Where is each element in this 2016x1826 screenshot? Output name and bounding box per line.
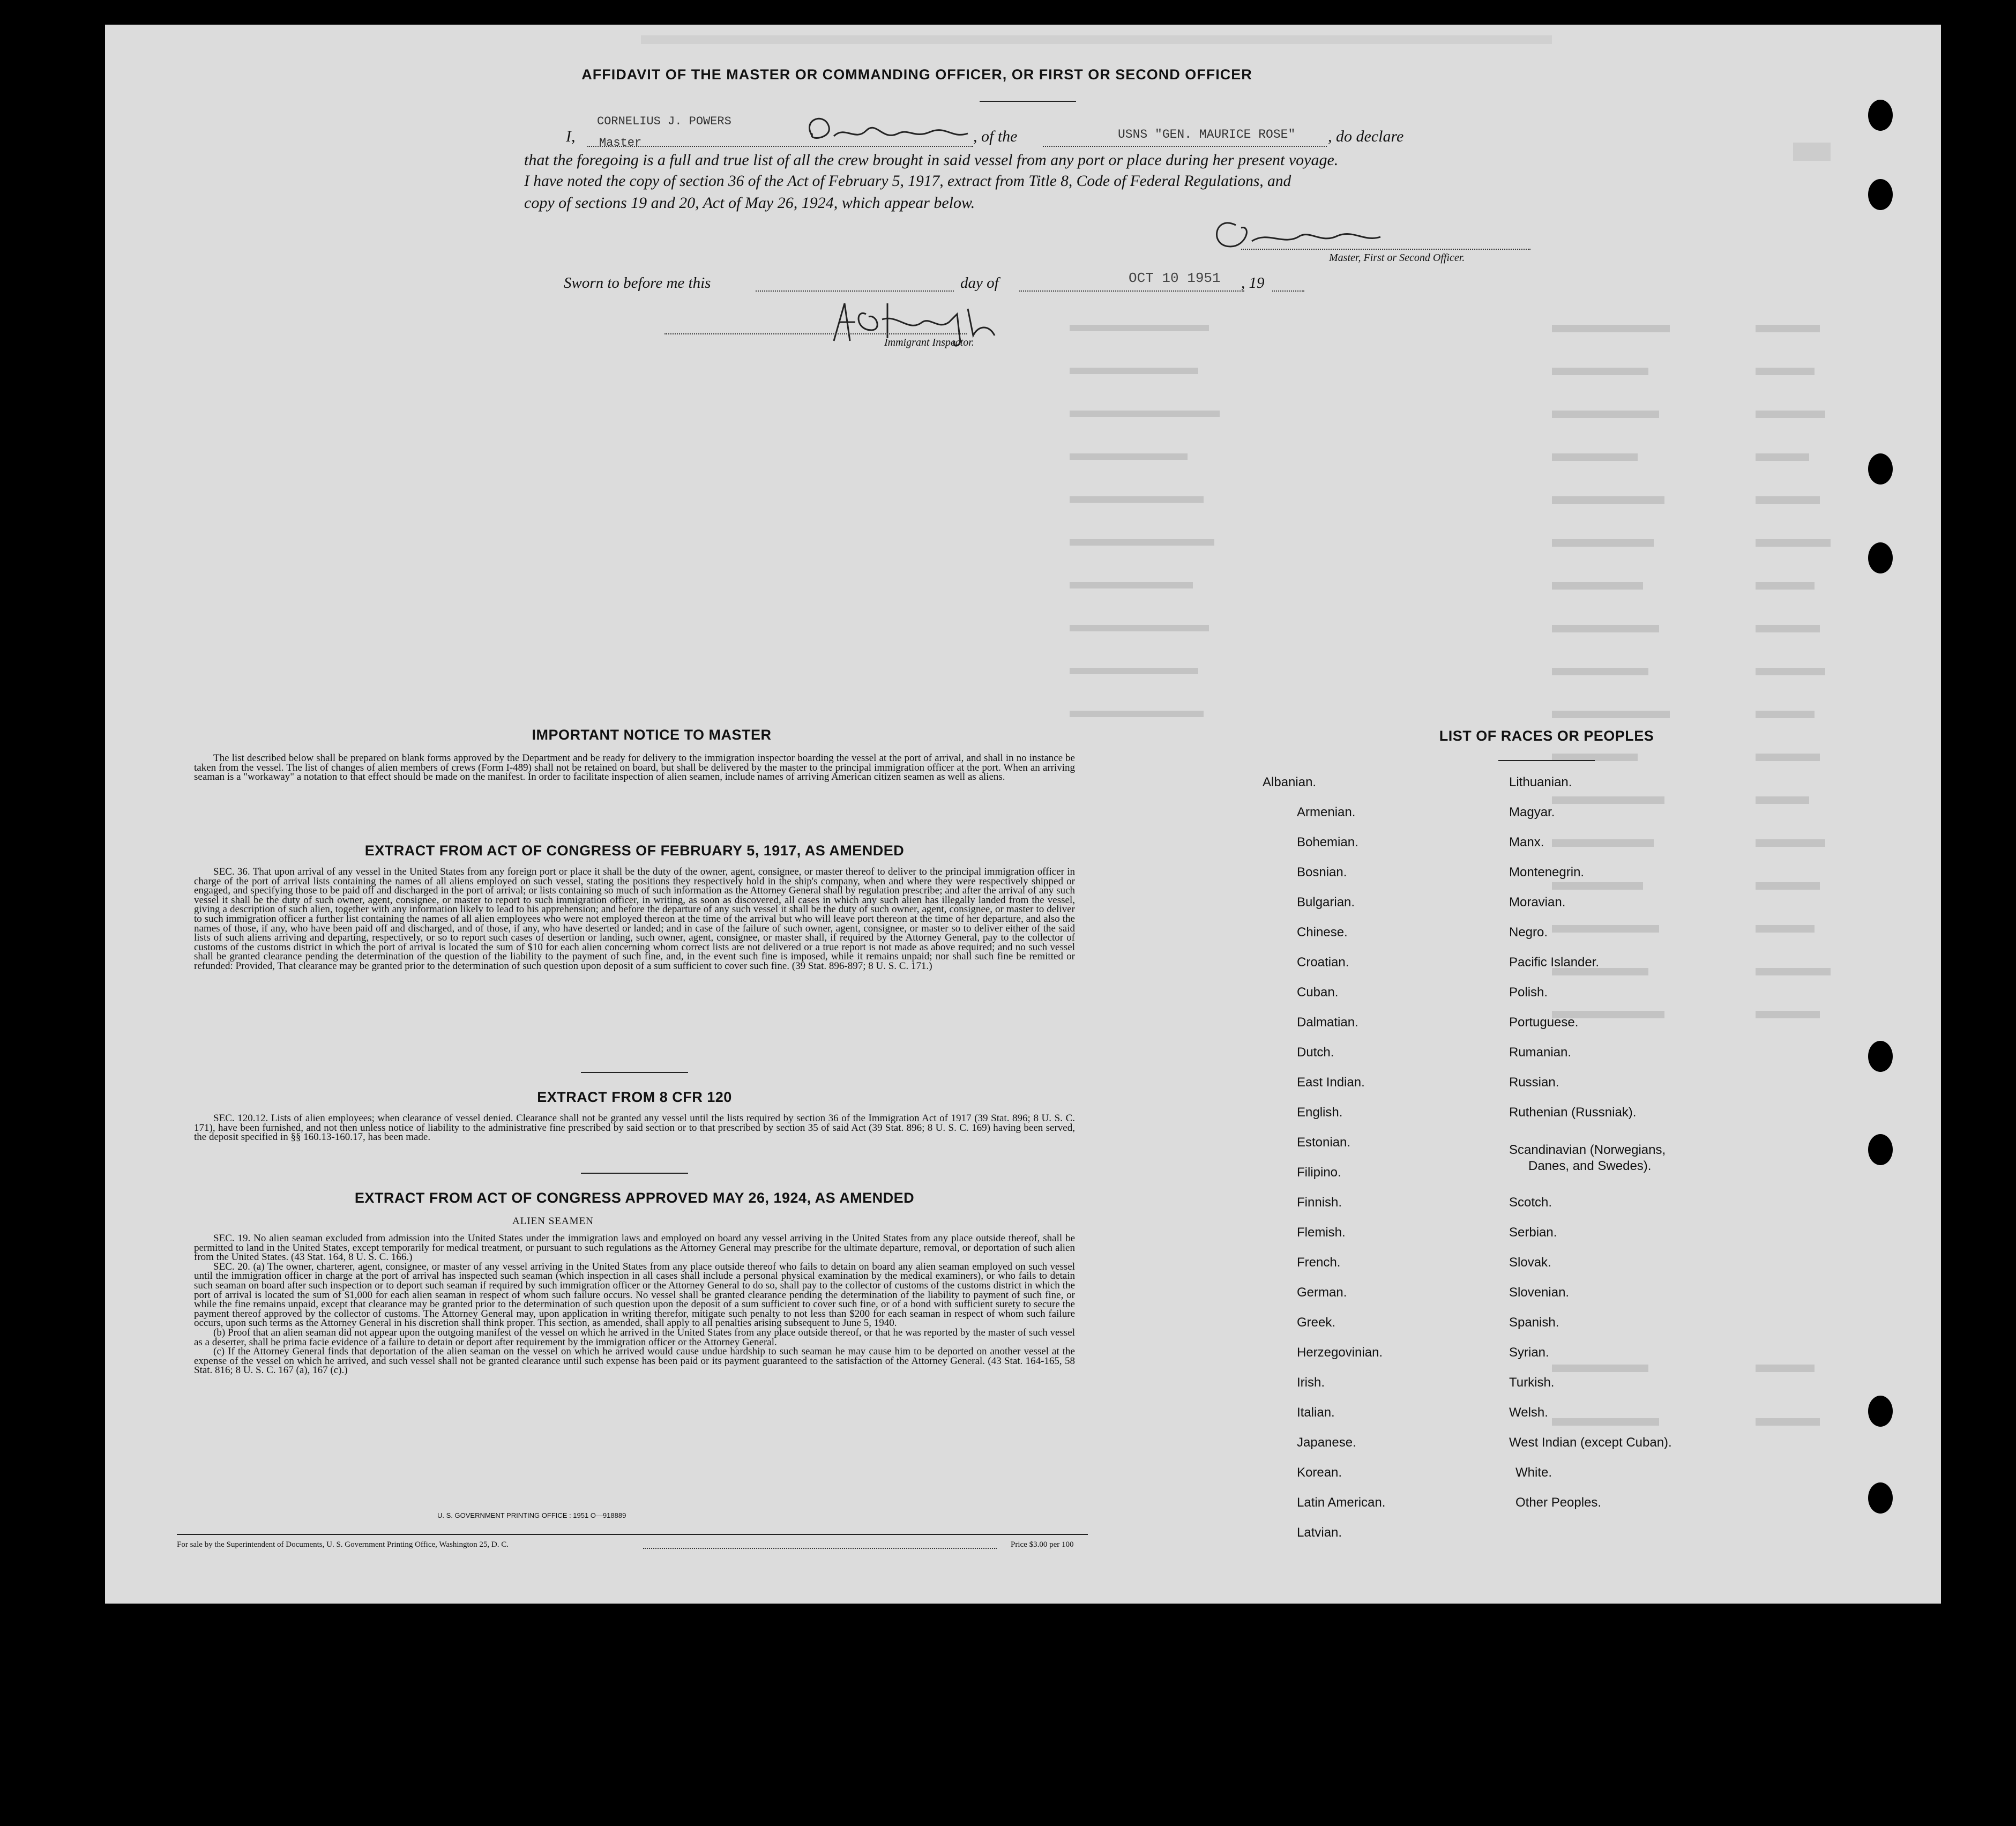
footer-left: For sale by the Superintendent of Documents, U. S. Government Printing Office, Washington 25, D. C. [177, 1540, 509, 1549]
race-item: Greek. [1297, 1315, 1336, 1330]
extract-cfr-title: EXTRACT FROM 8 CFR 120 [537, 1089, 732, 1105]
race-item: Rumanian. [1509, 1045, 1572, 1060]
race-item: Dalmatian. [1297, 1015, 1358, 1030]
race-item: Montenegrin. [1509, 865, 1585, 880]
sworn-year: , 19 [1241, 274, 1265, 292]
race-item: Scotch. [1509, 1195, 1552, 1210]
race-item: Negro. [1509, 925, 1548, 940]
notice-title: IMPORTANT NOTICE TO MASTER [532, 727, 772, 743]
race-item: Finnish. [1297, 1195, 1342, 1210]
affidavit-line1-suffix: , do declare [1328, 128, 1404, 145]
race-item: Irish. [1297, 1375, 1325, 1390]
title-rule [980, 101, 1076, 102]
master-signature [791, 109, 995, 147]
race-item: Italian. [1297, 1405, 1335, 1420]
binder-hole [1868, 1482, 1893, 1514]
race-item: Chinese. [1297, 925, 1348, 940]
race-item: Slovenian. [1509, 1285, 1570, 1300]
sec-20b-paragraph: (b) Proof that an alien seaman did not appear upon the outgoing manifest of the vessel on which he arrived in the United States from any place outside thereof, or that he was reported by the master of such vessel as a deserter, shall be prima facie evidence of a failure to detain or deport after requirement by the immigration officer or the Attorney General. [194, 1326, 1075, 1348]
race-item: Cuban. [1297, 985, 1339, 1000]
race-item: Filipino. [1297, 1165, 1341, 1180]
race-item: Danes, and Swedes). [1528, 1159, 1652, 1173]
race-item: Manx. [1509, 835, 1544, 849]
extract-1917-title: EXTRACT FROM ACT OF CONGRESS OF FEBRUARY 5, 1917, AS AMENDED [364, 843, 905, 859]
master-signature-2 [1204, 209, 1397, 257]
section-rule [581, 1072, 688, 1073]
inspector-label: Immigrant Inspector. [884, 337, 974, 348]
sec-20c-paragraph: (c) If the Attorney General finds that deportation of the alien seaman on the vessel on which he arrived would cause undue hardship to such seaman he may cause him to be deported on another vessel at the expense of the vessel on which he arrived, and such vessel shall not be granted clearance until such expense has been paid or its payment guaranteed to the satisfaction of the Attorney General. (43 Stat. 164-165, 58 Stat. 816; 8 U. S. C. 167 (a), 167 (c).) [194, 1346, 1075, 1376]
binder-hole [1868, 453, 1893, 485]
race-item: Japanese. [1297, 1435, 1356, 1450]
race-item: Welsh. [1509, 1405, 1548, 1420]
sworn-day-blank [756, 290, 954, 292]
race-item: Scandinavian (Norwegians, [1509, 1143, 1666, 1157]
race-item: Croatian. [1297, 955, 1349, 970]
race-item: Ruthenian (Russniak). [1509, 1105, 1637, 1120]
sworn-date: OCT 10 1951 [1129, 270, 1221, 286]
affidavit-title: AFFIDAVIT OF THE MASTER OR COMMANDING OFFICER, OR FIRST OR SECOND OFFICER [581, 66, 1252, 83]
race-item: White. [1515, 1465, 1552, 1480]
extract-1924-title: EXTRACT FROM ACT OF CONGRESS APPROVED MAY 26, 1924, AS AMENDED [354, 1190, 915, 1206]
race-item: Albanian. [1263, 775, 1317, 789]
affidavit-line4: copy of sections 19 and 20, Act of May 26, 1924, which appear below. [524, 194, 975, 212]
race-item: German. [1297, 1285, 1347, 1300]
vessel-name: USNS "GEN. MAURICE ROSE" [1118, 128, 1296, 141]
race-item: Armenian. [1297, 805, 1356, 819]
race-item: Dutch. [1297, 1045, 1334, 1060]
section-rule [581, 1173, 688, 1174]
race-item: Bosnian. [1297, 865, 1347, 880]
binder-hole [1868, 100, 1893, 131]
extract-cfr-text [194, 1114, 1075, 1142]
race-item: East Indian. [1297, 1075, 1365, 1090]
inspector-line [664, 333, 967, 334]
notice-text [194, 754, 1075, 782]
race-item: Latvian. [1297, 1525, 1342, 1540]
affidavit-line1-mid: , of the [973, 128, 1018, 145]
race-item: Pacific Islander. [1509, 955, 1600, 970]
sworn-date-blank [1019, 290, 1244, 292]
race-item: Spanish. [1509, 1315, 1559, 1330]
race-item: Magyar. [1509, 805, 1555, 819]
typed-name: CORNELIUS J. POWERS [597, 115, 731, 128]
extract-1924-text [194, 1234, 1075, 1375]
affidavit-line3: I have noted the copy of section 36 of the Act of February 5, 1917, extract from Title 8, Code of Federal Regulations, and [524, 173, 1291, 190]
race-item: Herzegovinian. [1297, 1345, 1383, 1360]
binder-hole [1868, 1134, 1893, 1165]
race-item: Moravian. [1509, 895, 1566, 910]
sworn-day-label: day of [960, 274, 999, 292]
extract-cfr-paragraph: SEC. 120.12. Lists of alien employees; when clearance of vessel denied. Clearance shall not be granted any vessel until the lists required by section 36 of the Immigration Act of 1917 (39 Stat. 896; 8 U. S. C. 171), have been furnished, and not then unless notice of liability to the administrative fine prescribed by said section or to that prescribed by section 35 of said Act (39 Stat. 896; 8 U. S. C. 169) having been served, the deposit specified in §§ 160.13-160.17, has been made. [194, 1113, 1075, 1143]
document-page [105, 25, 1941, 1604]
master-signature-line [1241, 249, 1530, 250]
race-item: Estonian. [1297, 1135, 1351, 1150]
sec-19-paragraph: SEC. 19. No alien seaman excluded from admission into the United States under the immigration laws and employed on board any vessel arriving in the United States from any place outside thereof, shall be permitted to land in the United States, except temporarily for medical treatment, or pursuant to such regulations as the Attorney General may prescribe for the ultimate departure, removal, or deportation of such alien from the United States. (43 Stat. 164, 8 U. S. C. 166.) [194, 1233, 1075, 1263]
race-item: Lithuanian. [1509, 775, 1572, 789]
race-item: French. [1297, 1255, 1341, 1270]
sec-20a-paragraph: SEC. 20. (a) The owner, charterer, agent, consignee, or master of any vessel arriving in the United States from any place outside thereof who fails to detain on board any alien seaman employed on such vessel until the immigration officer in charge at the port of arrival has inspected such seaman (which inspection in all cases shall include a personal physical examination by the medical examiners), or who fails to detain such seaman on board after such inspection or to deport such seaman if required by such immigration officer or the Attorney General to do so, shall pay to the collector of customs of the customs district in which the port of arrival is located the sum of $1,000 for each alien seaman in respect of whom such failure occurs. No vessel shall be granted clearance pending the determination of the liability to payment of such fine, or while the fine remains unpaid, except that clearance may be granted prior to the determination of such question upon the deposit of a sum sufficient to cover such fine, or of a bond with sufficient surety to secure the payment thereof approved by the collector of customs. The Attorney General may, upon application in writing therefor, mitigate such penalty to not less than $200 for each seaman in respect of whom such failure occurs, upon such terms as the Attorney General in his discretion shall think proper. This section, as amended, shall apply to all penalties arising subsequent to June 5, 1940. [194, 1261, 1075, 1329]
binder-hole [1868, 1041, 1893, 1072]
race-item: English. [1297, 1105, 1343, 1120]
race-item: Russian. [1509, 1075, 1559, 1090]
sworn-prefix: Sworn to before me this [564, 274, 711, 292]
race-item: West Indian (except Cuban). [1509, 1435, 1672, 1450]
binder-hole [1868, 179, 1893, 210]
binder-hole [1868, 1396, 1893, 1427]
alien-seamen-subtitle: ALIEN SEAMEN [512, 1216, 594, 1227]
race-item: Syrian. [1509, 1345, 1549, 1360]
extract-1917-paragraph: SEC. 36. That upon arrival of any vessel in the United States from any foreign port or place it shall be the duty of the owner, agent, consignee, or master thereof to deliver to the principal immigration officer in charge of the port of arrival lists containing the names of all aliens employed on such vessel, stating the positions they respectively hold in the ship's company, when and where they were respectively shipped or engaged, and specifying those to be paid off and discharged in the port of arrival; or lists containing so much of such information as the Attorney General shall by regulation prescribe; and after the arrival of any such vessel it shall be the duty of such owner, agent, consignee, or master to report to such immigration officer, in writing, as soon as discovered, all cases in which any such alien has illegally landed from the vessel, giving a description of such alien, together with any information likely to lead to his apprehension; and before the departure of any such vessel it shall be the duty of such owner, agent, consignee, or master to deliver to such immigration officer a further list containing the names of all alien employees who were not employed thereon at the time of the arrival but who will leave port thereon at the time of her departure, and also the names of those, if any, who have been paid off and discharged, and of those, if any, who have deserted or landed; and in case of the failure of such owner, agent, consignee, or master so to deliver either of the said lists of such aliens arriving and departing, respectively, or so to report such cases of desertion or landing, such owner, agent, consignee, or master shall, if required by the Attorney General, pay to the collector of customs of the customs district in which the port of arrival is located the sum of $10 for each alien concerning whom correct lists are not delivered or a true report is not made as above required; and no such vessel shall be granted clearance pending the determination of the question of the liability to the payment of such fine, and, in the event such fine is imposed, while it remains unpaid; nor shall such fine be remitted or refunded: Provided, That clearance may be granted prior to the determination of such question upon deposit of a sum sufficient to cover such fine. (39 Stat. 896-897; 8 U. S. C. 171.) [194, 866, 1075, 972]
sworn-year-blank [1272, 290, 1304, 292]
affidavit-line2: that the foregoing is a full and true list of all the crew brought in said vessel from any port or place during her present voyage. [524, 151, 1339, 169]
race-item: Slovak. [1509, 1255, 1551, 1270]
footer-right: Price $3.00 per 100 [1011, 1540, 1074, 1549]
race-item: Flemish. [1297, 1225, 1346, 1240]
extract-1917-text [194, 867, 1075, 971]
vessel-blank [1043, 146, 1327, 147]
race-item: Polish. [1509, 985, 1548, 1000]
affidavit-line1-prefix: I, [566, 128, 576, 145]
race-item: Portuguese. [1509, 1015, 1579, 1030]
master-label: Master, First or Second Officer. [1329, 252, 1465, 264]
races-title-rule [1498, 760, 1595, 761]
race-item: Other Peoples. [1515, 1495, 1602, 1510]
typed-rank: Master [599, 136, 642, 150]
race-item: Korean. [1297, 1465, 1342, 1480]
race-item: Turkish. [1509, 1375, 1555, 1390]
races-title: LIST OF RACES OR PEOPLES [1439, 728, 1654, 744]
race-item: Bohemian. [1297, 835, 1358, 849]
footer-leader [643, 1548, 997, 1549]
race-item: Bulgarian. [1297, 895, 1355, 910]
race-item: Serbian. [1509, 1225, 1557, 1240]
printing-office-imprint: U. S. GOVERNMENT PRINTING OFFICE : 1951 O—918889 [437, 1511, 626, 1519]
notice-paragraph: The list described below shall be prepared on blank forms approved by the Department and be ready for delivery to the immigration inspector boarding the vessel at the port of arrival, and shall in no instance be taken from the vessel. The list of changes of alien members of crews (Form I-489) shall not be retained on board, but shall be delivered by the master to the principal immigration officer at the port. When an arriving seaman is a "workaway" a notation to that effect should be made on the manifest. In order to facilitate inspection of alien seamen, include names of arriving American citizen seamen as well as aliens. [194, 752, 1075, 783]
binder-hole [1868, 542, 1893, 573]
footer-rule [177, 1534, 1088, 1535]
race-item: Latin American. [1297, 1495, 1386, 1510]
